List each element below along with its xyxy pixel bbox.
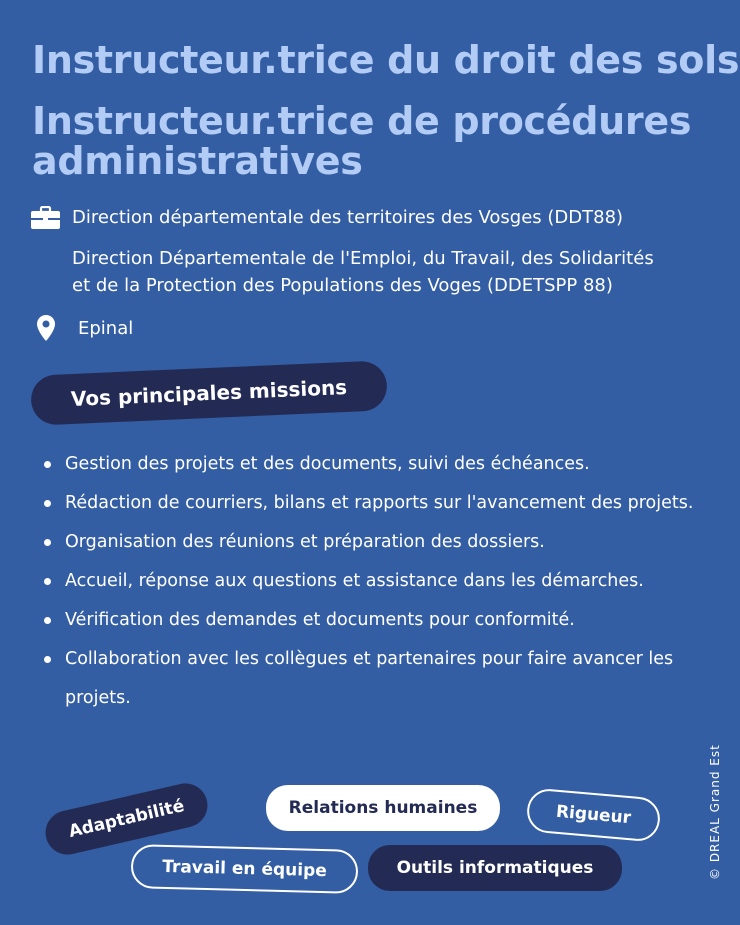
- employer-ddt: Direction départementale des territoires des Vosges (DDT88): [72, 207, 624, 228]
- skill-tag-adaptabilite: Adaptabilité: [41, 779, 212, 859]
- missions-heading-pill: [30, 360, 388, 425]
- skill-tag-relations-humaines: Relations humaines: [266, 785, 500, 831]
- copyright-credit: © DREAL Grand Est: [708, 744, 722, 880]
- briefcase-icon: [31, 206, 60, 234]
- missions-list: [44, 445, 706, 718]
- employer-ddetspp-line1: Direction Départementale de l'Emploi, du Travail, des Solidarités: [72, 248, 654, 269]
- map-pin-icon: [37, 315, 55, 345]
- missions-heading: Vos principales missions: [70, 374, 348, 412]
- mission-item: Collaboration avec les collègues et partenaires pour faire avancer les projets.: [44, 640, 706, 718]
- mission-item: Vérification des demandes et documents pour conformité.: [44, 601, 706, 640]
- mission-item: Accueil, réponse aux questions et assistance dans les démarches.: [44, 562, 706, 601]
- employer-ddetspp-line2: et de la Protection des Populations des Voges (DDETSPP 88): [72, 275, 613, 296]
- skill-tag-travail-en-equipe: Travail en équipe: [130, 844, 358, 894]
- location-city: Epinal: [78, 318, 134, 339]
- mission-item: Organisation des réunions et préparation des dossiers.: [44, 523, 706, 562]
- skill-tag-outils-informatiques: Outils informatiques: [368, 845, 622, 891]
- skill-tag-rigueur: Rigueur: [525, 787, 661, 842]
- mission-item: Gestion des projets et des documents, suivi des échéances.: [44, 445, 706, 484]
- mission-item: Rédaction de courriers, bilans et rapports sur l'avancement des projets.: [44, 484, 706, 523]
- job-title-2: Instructeur.trice de procédures administratives: [32, 99, 692, 183]
- job-title-1: Instructeur.trice du droit des sols: [32, 38, 740, 82]
